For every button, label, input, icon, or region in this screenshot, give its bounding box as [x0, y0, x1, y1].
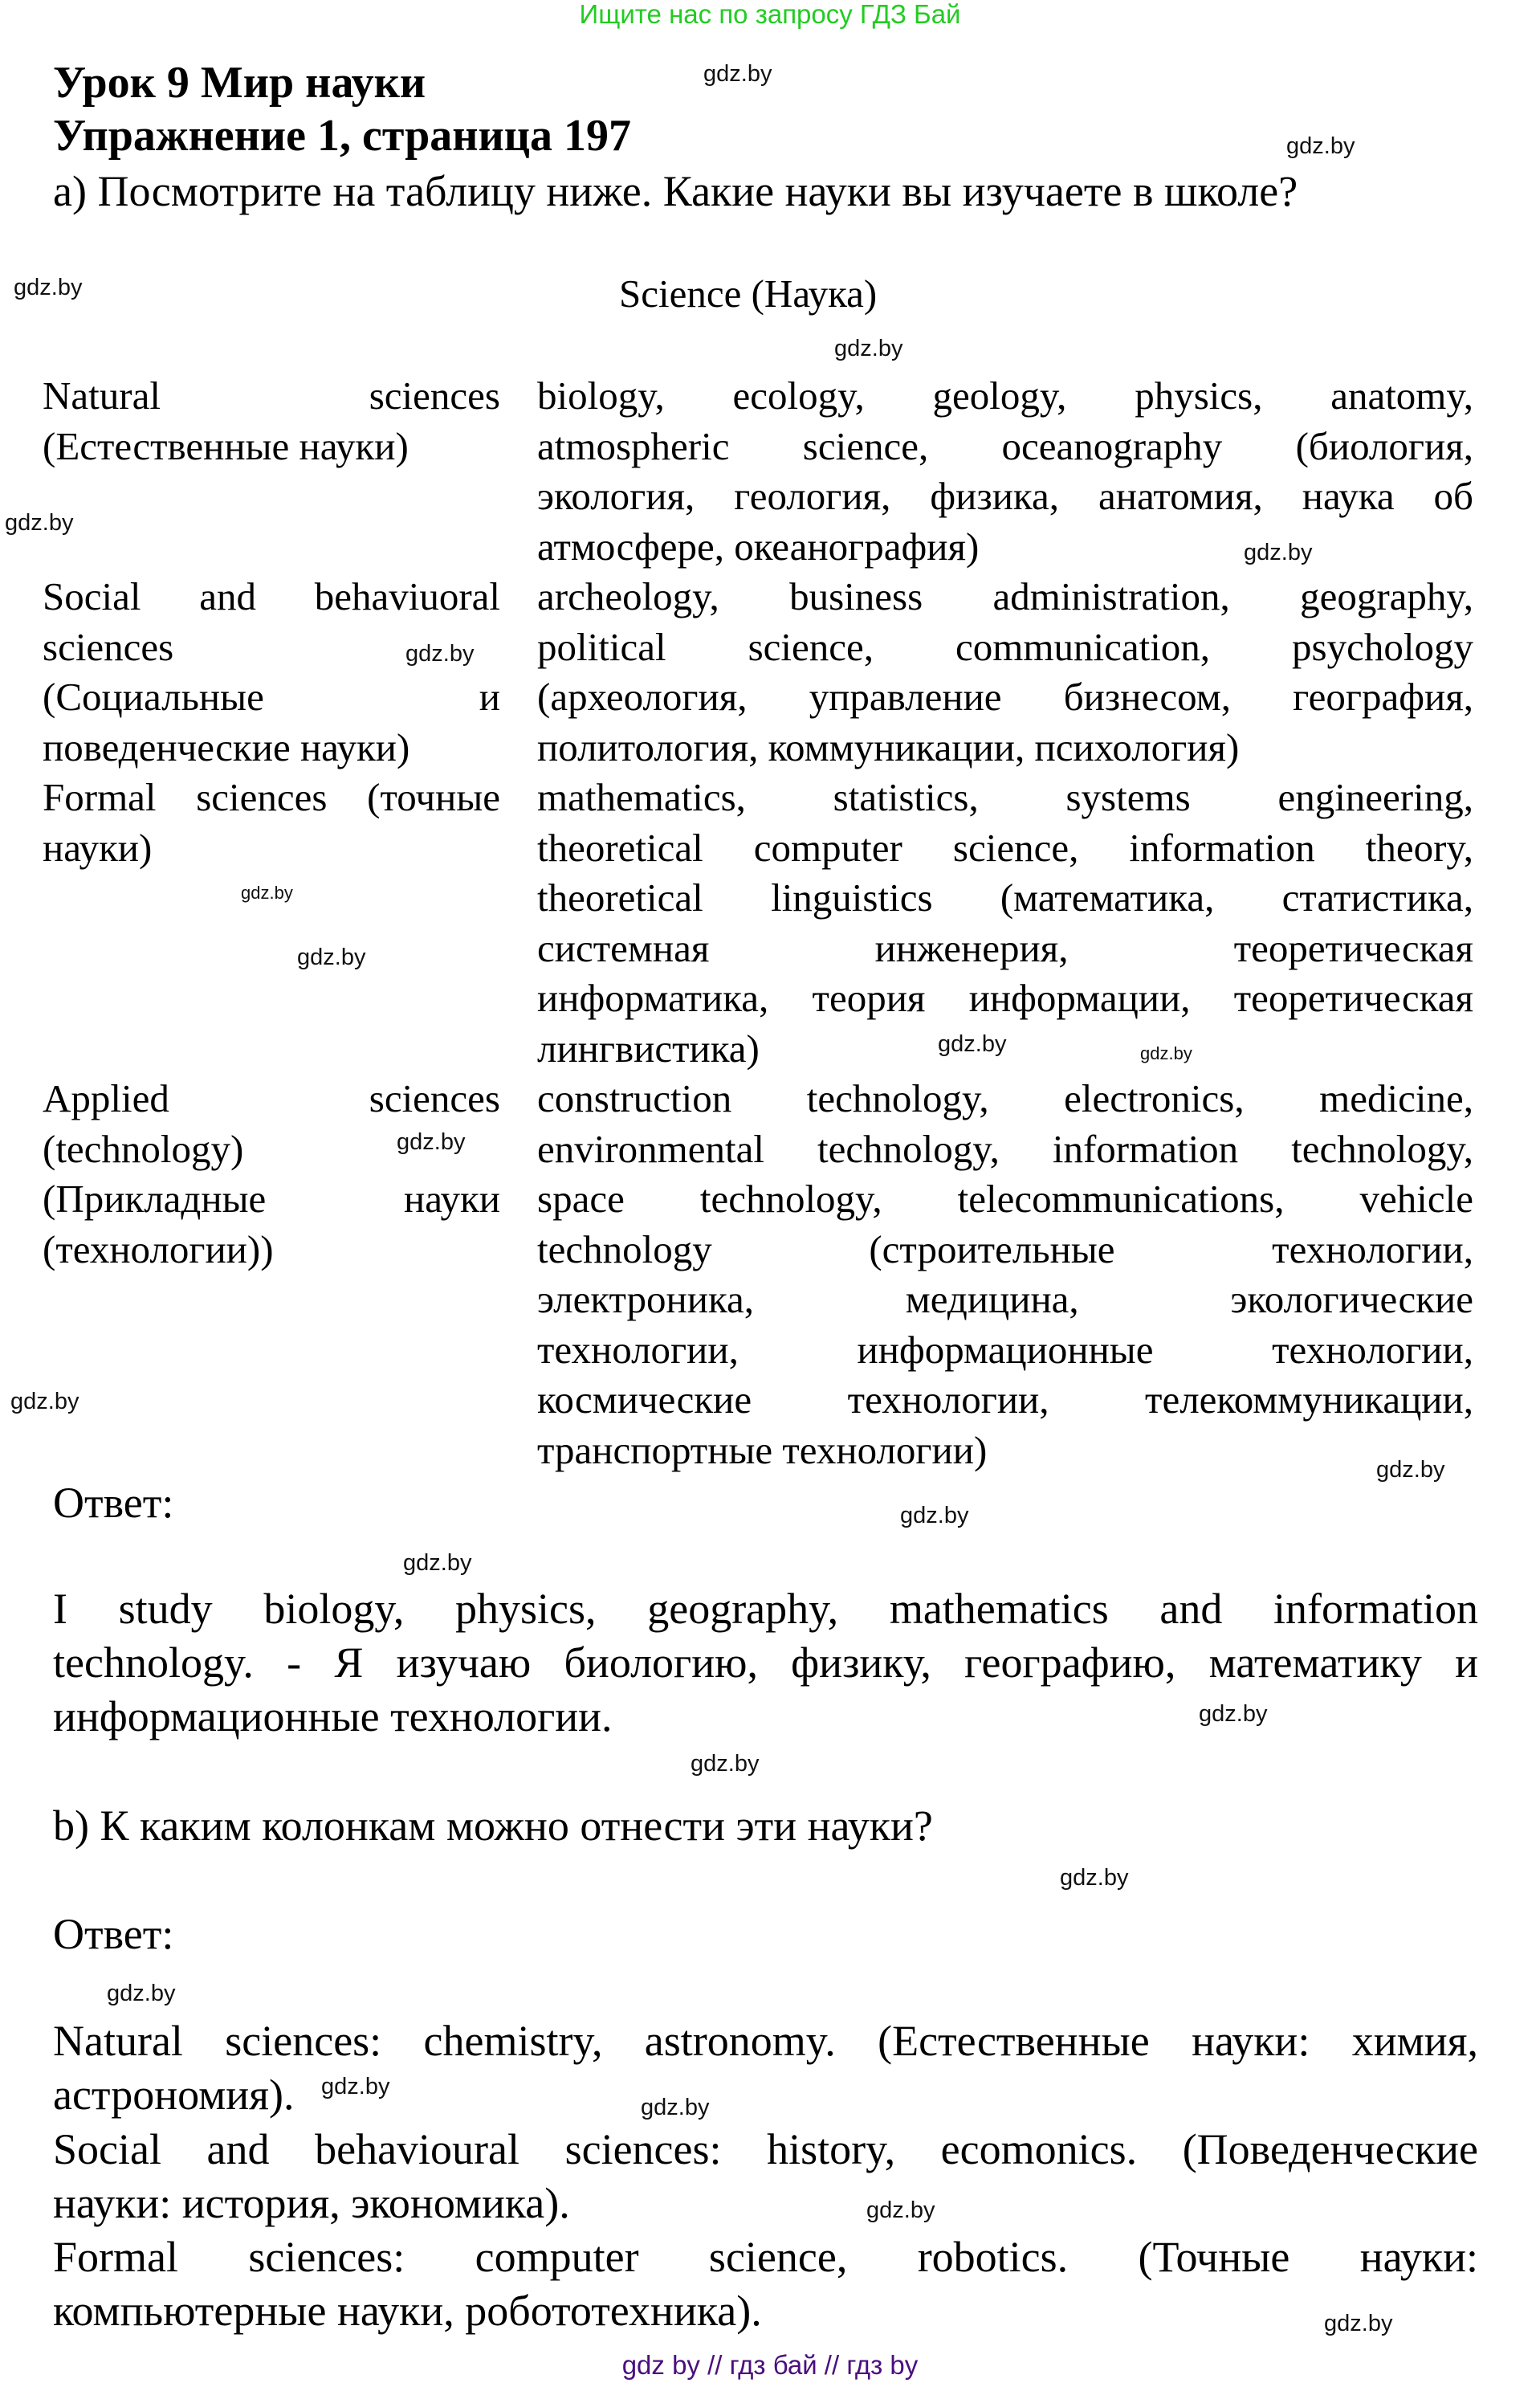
- watermark: gdz.by: [403, 1550, 472, 1576]
- text-line: atmospheric science, oceanography (биология,: [537, 423, 1473, 468]
- text-line: информатика, теория информации, теоретическая: [537, 976, 1473, 1020]
- watermark: gdz.by: [297, 945, 366, 970]
- text-line: biology, ecology, geology, physics, anatomy,: [537, 373, 1473, 418]
- row-social-content: [537, 572, 1473, 773]
- exercise-title: Упражнение 1, страница 197: [53, 111, 632, 161]
- watermark: gdz.by: [405, 641, 475, 667]
- text-line: (Естественные науки): [43, 423, 409, 468]
- lesson-title: Урок 9 Мир науки: [53, 58, 426, 108]
- watermark: gdz.by: [641, 2095, 710, 2120]
- answer-b-natural: [53, 2014, 1478, 2122]
- text-line: technology (строительные технологии,: [537, 1226, 1473, 1271]
- row-applied-content: [537, 1074, 1473, 1475]
- text-line: theoretical computer science, information theory,: [537, 825, 1473, 870]
- text-line: political science, communication, psychology: [537, 624, 1473, 669]
- text-line: (технологии)): [43, 1226, 274, 1271]
- watermark: gdz.by: [691, 1751, 760, 1777]
- text-line: экология, геология, физика, анатомия, наука об: [537, 474, 1473, 518]
- answer-label-a: Ответ:: [53, 1479, 174, 1527]
- text-line: Social and behavioural sciences: history, ecomonics. (Поведенческие: [53, 2125, 1478, 2173]
- watermark: gdz.by: [938, 1031, 1007, 1057]
- top-banner[interactable]: Ищите нас по запросу ГДЗ Бай: [579, 0, 961, 29]
- text-line: space technology, telecommunications, vehicle: [537, 1177, 1473, 1221]
- question-b: b) К каким колонкам можно отнести эти науки?: [53, 1801, 933, 1850]
- text-line: системная инженерия, теоретическая: [537, 925, 1473, 970]
- text-line: technology. - Я изучаю биологию, физику, географию, математику и: [53, 1638, 1478, 1687]
- row-formal-content: [537, 773, 1473, 1074]
- watermark: gdz.by: [14, 275, 83, 300]
- text-line: науки): [43, 825, 153, 870]
- text-line: атмосфере, океанография): [537, 524, 980, 569]
- text-line: космические технологии, телекоммуникации,: [537, 1377, 1473, 1422]
- answer-b-formal: [53, 2230, 1478, 2338]
- watermark: gdz.by: [1376, 1457, 1445, 1483]
- watermark: gdz.by: [703, 61, 772, 87]
- watermark: gdz.by: [900, 1503, 969, 1528]
- text-line: Social and behaviuoral: [43, 574, 500, 618]
- text-line: Formal sciences: computer science, robotics. (Точные науки:: [53, 2233, 1478, 2281]
- watermark: gdz.by: [1324, 2311, 1393, 2336]
- text-line: I study biology, physics, geography, mathematics and information: [53, 1585, 1478, 1633]
- watermark: gdz.by: [321, 2074, 390, 2099]
- text-line: (Прикладные науки: [43, 1177, 500, 1221]
- watermark: gdz.by: [10, 1389, 79, 1414]
- watermark: gdz.by: [834, 336, 903, 361]
- watermark: gdz.by: [1199, 1701, 1268, 1727]
- text-line: транспортные технологии): [537, 1427, 988, 1472]
- text-line: электроника, медицина, экологические: [537, 1277, 1473, 1321]
- text-line: construction technology, electronics, medicine,: [537, 1076, 1473, 1120]
- text-line: (technology): [43, 1126, 244, 1171]
- text-line: информационные технологии.: [53, 1692, 613, 1740]
- watermark: gdz.by: [866, 2197, 935, 2223]
- row-formal-label: [43, 773, 500, 873]
- text-line: archeology, business administration, geography,: [537, 574, 1473, 618]
- text-line: mathematics, statistics, systems engineering,: [537, 775, 1473, 819]
- watermark: gdz.by: [1140, 1043, 1192, 1063]
- text-line: Applied sciences: [43, 1076, 500, 1120]
- text-line: (Социальные и: [43, 675, 500, 719]
- text-line: поведенческие науки): [43, 724, 410, 769]
- answer-b-social: [53, 2123, 1478, 2230]
- watermark: gdz.by: [397, 1129, 466, 1155]
- watermark: gdz.by: [107, 1981, 176, 2006]
- row-natural-label: [43, 371, 500, 471]
- row-social-label: [43, 572, 500, 773]
- text-line: астрономия).: [53, 2071, 295, 2119]
- watermark: gdz.by: [5, 510, 74, 536]
- text-line: (археология, управление бизнесом, география,: [537, 675, 1473, 719]
- row-natural-content: [537, 371, 1473, 572]
- text-line: Natural sciences: chemistry, astronomy. (Естественные науки: химия,: [53, 2017, 1478, 2065]
- table-title: Science (Наука): [619, 271, 878, 316]
- text-line: sciences: [43, 624, 174, 669]
- bottom-banner[interactable]: gdz by // гдз бай // гдз by: [621, 2350, 919, 2380]
- text-line: лингвистика): [537, 1026, 760, 1071]
- watermark: gdz.by: [1060, 1865, 1129, 1891]
- text-line: политология, коммуникации, психология): [537, 724, 1240, 769]
- watermark: gdz.by: [241, 883, 293, 903]
- text-line: theoretical linguistics (математика, статистика,: [537, 875, 1473, 920]
- text-line: Natural sciences: [43, 373, 500, 418]
- row-applied-label: [43, 1074, 500, 1275]
- watermark: gdz.by: [1286, 133, 1355, 159]
- watermark: gdz.by: [1244, 540, 1313, 565]
- text-line: науки: история, экономика).: [53, 2179, 570, 2227]
- question-a: а) Посмотрите на таблицу ниже. Какие науки вы изучаете в школе?: [53, 167, 1298, 215]
- answer-label-b: Ответ:: [53, 1910, 174, 1958]
- text-line: Formal sciences (точные: [43, 775, 500, 819]
- text-line: технологии, информационные технологии,: [537, 1327, 1473, 1372]
- text-line: environmental technology, information technology,: [537, 1126, 1473, 1171]
- text-line: компьютерные науки, робототехника).: [53, 2287, 762, 2335]
